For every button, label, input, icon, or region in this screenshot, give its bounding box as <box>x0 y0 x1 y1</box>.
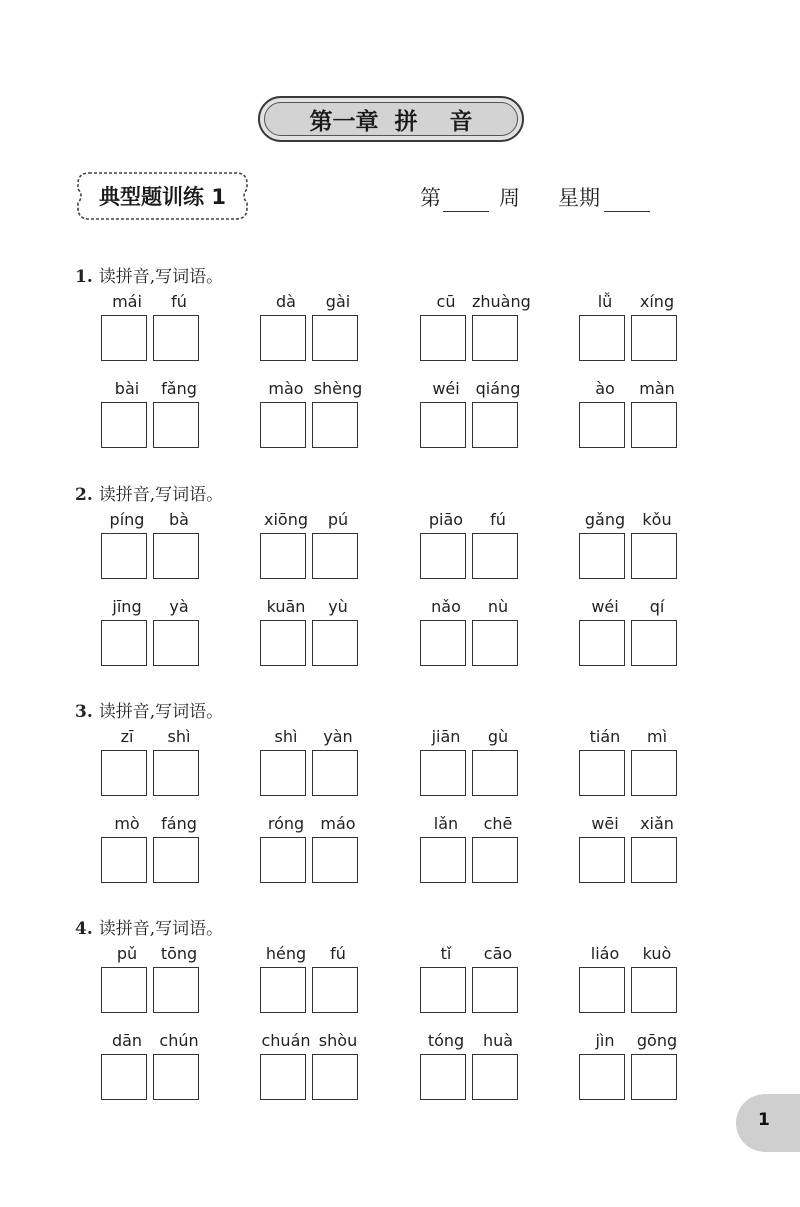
pinyin-syllable: pǔ <box>116 944 138 963</box>
character-box[interactable] <box>153 402 199 448</box>
character-box[interactable] <box>472 533 518 579</box>
character-box[interactable] <box>579 533 625 579</box>
character-box[interactable] <box>579 1054 625 1100</box>
pinyin-syllable: jìn <box>595 1031 615 1050</box>
character-box[interactable] <box>579 315 625 361</box>
word-group <box>420 597 524 667</box>
pinyin-syllable: zī <box>120 727 134 746</box>
word-group <box>579 1031 683 1101</box>
pinyin-syllable: chún <box>159 1031 199 1050</box>
character-box[interactable] <box>101 750 147 796</box>
chapter-banner <box>258 96 524 142</box>
word-group <box>420 814 524 884</box>
word-group <box>579 727 683 797</box>
pinyin-syllable: kuò <box>642 944 672 963</box>
pinyin-syllable: máo <box>320 814 356 833</box>
pinyin-syllable: shì <box>167 727 191 746</box>
word-group <box>579 944 683 1014</box>
character-box[interactable] <box>631 967 677 1013</box>
character-box[interactable] <box>631 533 677 579</box>
pinyin-syllable: pú <box>327 510 349 529</box>
character-box[interactable] <box>153 837 199 883</box>
pinyin-syllable: cū <box>436 292 456 311</box>
word-group <box>101 379 205 449</box>
character-box[interactable] <box>312 620 358 666</box>
character-box[interactable] <box>260 967 306 1013</box>
pinyin-syllable: wéi <box>432 379 460 398</box>
character-box[interactable] <box>472 1054 518 1100</box>
character-box[interactable] <box>153 315 199 361</box>
character-box[interactable] <box>420 533 466 579</box>
character-box[interactable] <box>101 402 147 448</box>
character-box[interactable] <box>312 750 358 796</box>
pinyin-syllable: fǎng <box>161 379 197 398</box>
question-title <box>75 480 223 505</box>
pinyin-syllable: mò <box>114 814 140 833</box>
question-instruction: 读拼音,写词语。 <box>98 702 224 722</box>
word-group <box>579 510 683 580</box>
character-box[interactable] <box>579 620 625 666</box>
question-title <box>75 697 223 722</box>
word-group <box>579 814 683 884</box>
pinyin-syllable: liáo <box>590 944 620 963</box>
pinyin-syllable: gài <box>325 292 351 311</box>
pinyin-syllable: yàn <box>323 727 353 746</box>
character-box[interactable] <box>472 837 518 883</box>
character-box[interactable] <box>101 533 147 579</box>
character-box[interactable] <box>420 620 466 666</box>
pinyin-syllable: tǐ <box>440 944 452 963</box>
pinyin-syllable: huà <box>482 1031 514 1050</box>
character-box[interactable] <box>420 402 466 448</box>
question-instruction: 读拼音,写词语。 <box>98 485 224 505</box>
pinyin-syllable: fú <box>171 292 187 311</box>
character-box[interactable] <box>420 837 466 883</box>
word-group <box>260 379 364 449</box>
character-box[interactable] <box>472 315 518 361</box>
pinyin-syllable: gǎng <box>584 510 626 529</box>
chapter-banner-inner <box>264 102 518 136</box>
pinyin-syllable: chē <box>483 814 513 833</box>
pinyin-syllable: wēi <box>591 814 619 833</box>
pinyin-syllable: bà <box>169 510 189 529</box>
question-title <box>75 262 223 287</box>
character-box[interactable] <box>101 837 147 883</box>
character-box[interactable] <box>631 402 677 448</box>
pinyin-syllable: cāo <box>483 944 513 963</box>
pinyin-syllable: róng <box>267 814 305 833</box>
character-box[interactable] <box>153 533 199 579</box>
pinyin-syllable: lǎn <box>433 814 459 833</box>
character-box[interactable] <box>631 837 677 883</box>
pinyin-syllable: fú <box>490 510 506 529</box>
character-box[interactable] <box>420 1054 466 1100</box>
word-group <box>101 944 205 1014</box>
week-number-blank[interactable] <box>443 187 489 212</box>
pinyin-syllable: jīng <box>112 597 142 616</box>
pinyin-syllable: gù <box>487 727 509 746</box>
question-number: 1. <box>75 267 93 287</box>
word-group <box>420 510 524 580</box>
character-box[interactable] <box>472 402 518 448</box>
question-instruction: 读拼音,写词语。 <box>98 267 224 287</box>
pinyin-syllable: fáng <box>161 814 197 833</box>
word-group <box>579 597 683 667</box>
character-box[interactable] <box>260 750 306 796</box>
character-box[interactable] <box>312 315 358 361</box>
word-group <box>420 292 531 362</box>
character-box[interactable] <box>153 620 199 666</box>
pinyin-syllable: mái <box>112 292 142 311</box>
character-box[interactable] <box>101 967 147 1013</box>
word-group <box>101 597 205 667</box>
character-box[interactable] <box>101 1054 147 1100</box>
character-box[interactable] <box>101 315 147 361</box>
pinyin-syllable: nù <box>487 597 509 616</box>
character-box[interactable] <box>312 837 358 883</box>
character-box[interactable] <box>312 402 358 448</box>
character-box[interactable] <box>260 402 306 448</box>
character-box[interactable] <box>420 750 466 796</box>
character-box[interactable] <box>472 967 518 1013</box>
chapter-title: 第一章 拼 音 <box>309 107 473 135</box>
pinyin-syllable: xiǎn <box>640 814 674 833</box>
pinyin-syllable: yà <box>169 597 189 616</box>
pinyin-syllable: piāo <box>428 510 464 529</box>
word-group <box>420 379 524 449</box>
word-group <box>260 510 364 580</box>
word-group <box>101 1031 205 1101</box>
pinyin-syllable: wéi <box>591 597 619 616</box>
character-box[interactable] <box>472 750 518 796</box>
pinyin-syllable: tōng <box>160 944 198 963</box>
section-title-box <box>75 170 250 222</box>
character-box[interactable] <box>579 750 625 796</box>
character-box[interactable] <box>260 1054 306 1100</box>
pinyin-syllable: xíng <box>639 292 675 311</box>
week-label: 周 <box>499 186 520 210</box>
word-group <box>260 944 364 1014</box>
character-box[interactable] <box>153 750 199 796</box>
word-group <box>101 727 205 797</box>
word-group <box>579 379 683 449</box>
pinyin-syllable: shì <box>274 727 298 746</box>
pinyin-syllable: jiān <box>431 727 461 746</box>
word-group <box>101 292 205 362</box>
word-group <box>420 1031 524 1101</box>
pinyin-syllable: zhuàng <box>472 292 531 311</box>
character-box[interactable] <box>260 837 306 883</box>
pinyin-syllable: mào <box>268 379 304 398</box>
word-group <box>260 292 364 362</box>
character-box[interactable] <box>153 1054 199 1100</box>
word-group <box>260 814 364 884</box>
character-box[interactable] <box>579 402 625 448</box>
question-number: 2. <box>75 485 93 505</box>
pinyin-syllable: dà <box>276 292 296 311</box>
pinyin-syllable: shèng <box>313 379 363 398</box>
pinyin-syllable: nǎo <box>431 597 461 616</box>
character-box[interactable] <box>420 315 466 361</box>
word-group <box>260 727 364 797</box>
character-box[interactable] <box>631 750 677 796</box>
character-box[interactable] <box>312 533 358 579</box>
pinyin-syllable: màn <box>639 379 675 398</box>
section-title: 典型题训练 1 <box>99 185 226 209</box>
word-group <box>260 597 364 667</box>
pinyin-syllable: qiáng <box>475 379 521 398</box>
character-box[interactable] <box>420 967 466 1013</box>
pinyin-syllable: shòu <box>318 1031 358 1050</box>
character-box[interactable] <box>312 1054 358 1100</box>
page-number: 1 <box>758 1110 770 1130</box>
question-number: 3. <box>75 702 93 722</box>
pinyin-syllable: tóng <box>427 1031 465 1050</box>
word-group <box>260 1031 364 1101</box>
pinyin-syllable: gōng <box>636 1031 678 1050</box>
character-box[interactable] <box>631 1054 677 1100</box>
pinyin-syllable: héng <box>265 944 307 963</box>
page-number-tab <box>736 1094 800 1152</box>
character-box[interactable] <box>101 620 147 666</box>
pinyin-syllable: fú <box>330 944 346 963</box>
question-instruction: 读拼音,写词语。 <box>98 919 224 939</box>
pinyin-syllable: yù <box>328 597 348 616</box>
character-box[interactable] <box>260 620 306 666</box>
word-group <box>579 292 683 362</box>
weekday-label: 星期 <box>558 186 600 210</box>
weekday-blank[interactable] <box>604 187 650 212</box>
pinyin-syllable: tián <box>589 727 621 746</box>
character-box[interactable] <box>472 620 518 666</box>
pinyin-syllable: píng <box>109 510 145 529</box>
pinyin-syllable: chuán <box>261 1031 311 1050</box>
character-box[interactable] <box>260 533 306 579</box>
pinyin-syllable: ào <box>595 379 615 398</box>
pinyin-syllable: kuān <box>266 597 306 616</box>
pinyin-syllable: mì <box>646 727 668 746</box>
character-box[interactable] <box>579 967 625 1013</box>
question-number: 4. <box>75 919 93 939</box>
question-title <box>75 914 223 939</box>
pinyin-syllable: kǒu <box>642 510 672 529</box>
character-box[interactable] <box>579 837 625 883</box>
pinyin-syllable: lǚ <box>597 292 613 311</box>
character-box[interactable] <box>631 315 677 361</box>
pinyin-syllable: dān <box>111 1031 143 1050</box>
word-group <box>420 944 524 1014</box>
word-group <box>101 510 205 580</box>
character-box[interactable] <box>260 315 306 361</box>
word-group <box>101 814 205 884</box>
character-box[interactable] <box>631 620 677 666</box>
character-box[interactable] <box>312 967 358 1013</box>
character-box[interactable] <box>153 967 199 1013</box>
pinyin-syllable: bài <box>114 379 140 398</box>
pinyin-syllable: qí <box>649 597 665 616</box>
week-prefix: 第 <box>420 186 441 210</box>
pinyin-syllable: xiōng <box>264 510 308 529</box>
week-date-line <box>420 178 652 212</box>
word-group <box>420 727 524 797</box>
